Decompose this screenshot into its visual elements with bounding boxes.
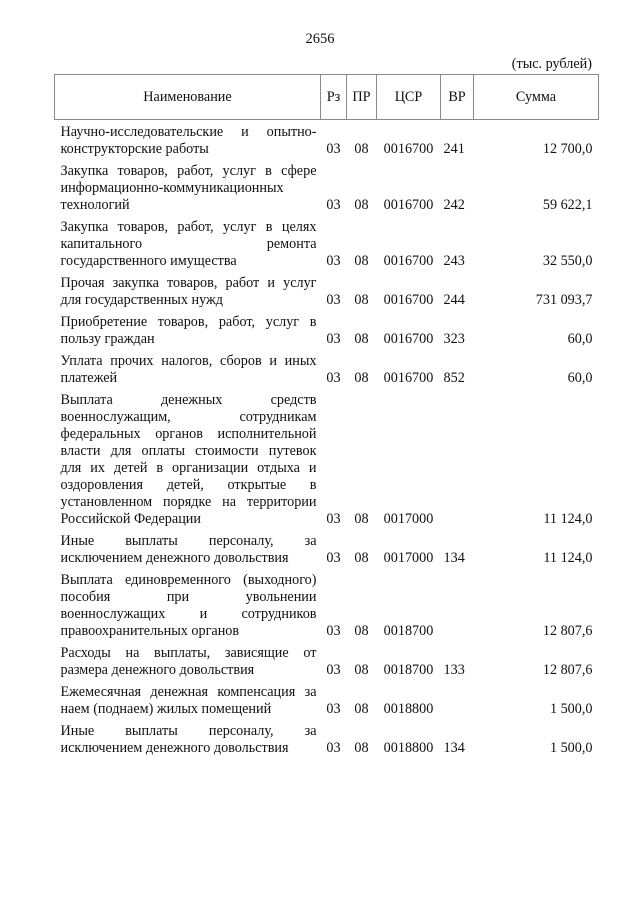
row-name-line: размера денежного довольствия: [60, 662, 255, 678]
row-sum: 12 807,6: [542, 623, 593, 639]
header-rz: Рз: [321, 75, 347, 120]
row-rz: 03: [326, 623, 341, 639]
row-sum: 1 500,0: [549, 701, 593, 717]
row-vr: 323: [443, 331, 465, 347]
table-row: [55, 392, 599, 533]
row-rz: 03: [326, 253, 341, 269]
row-name-line: Российской Федерации: [60, 511, 201, 527]
row-name-line: власти для оплаты стоимости путевок: [60, 443, 317, 459]
row-sum: 11 124,0: [543, 550, 593, 566]
row-name: [55, 723, 321, 762]
row-vr: [441, 572, 474, 645]
row-name: [55, 275, 321, 314]
row-pr: 08: [354, 550, 369, 566]
row-rz: 03: [326, 550, 341, 566]
row-csr: 0016700: [383, 141, 434, 157]
row-vr: 244: [443, 292, 465, 308]
row-csr: 0018800: [383, 740, 434, 756]
row-rz: 03: [326, 370, 341, 386]
row-vr: [441, 684, 474, 723]
units-label: (тыс. рублей): [511, 56, 592, 72]
row-name-line: конструкторские работы: [60, 141, 209, 157]
table-row: [55, 120, 599, 164]
header-csr: ЦСР: [377, 75, 441, 120]
row-name: [55, 353, 321, 392]
row-name: [55, 314, 321, 353]
row-name-line: наем (поднаем) жилых помещений: [60, 701, 272, 717]
row-name: [55, 219, 321, 275]
row-name-line: Закупка товаров, работ, услуг в целях: [60, 219, 317, 235]
row-name-line: правоохранительных органов: [60, 623, 240, 639]
row-csr: 0016700: [383, 370, 434, 386]
row-name-line: оздоровления детей, открытые в: [60, 477, 317, 493]
row-sum: 1 500,0: [549, 740, 593, 756]
row-vr: 241: [443, 141, 465, 157]
row-name-line: Закупка товаров, работ, услуг в сфере: [60, 163, 317, 179]
row-name-line: пособия при увольнении: [60, 589, 317, 605]
row-vr: 133: [443, 662, 465, 678]
row-vr: 134: [443, 550, 465, 566]
row-name-line: установленном порядке на территории: [60, 494, 317, 510]
row-name-line: исключением денежного довольствия: [60, 550, 289, 566]
row-name-line: платежей: [60, 370, 118, 386]
row-name: [55, 120, 321, 164]
row-sum: 60,0: [567, 331, 593, 347]
budget-table: [54, 74, 599, 762]
table-row: [55, 723, 599, 762]
table-row: [55, 572, 599, 645]
row-pr: 08: [354, 662, 369, 678]
table-row: [55, 275, 599, 314]
table-row: [55, 533, 599, 572]
row-name-line: Уплата прочих налогов, сборов и иных: [60, 353, 317, 369]
row-vr: 852: [443, 370, 465, 386]
row-pr: 08: [354, 197, 369, 213]
row-name-line: технологий: [60, 197, 130, 213]
header-vr: ВР: [441, 75, 474, 120]
table-row: [55, 163, 599, 219]
row-rz: 03: [326, 331, 341, 347]
row-pr: 08: [354, 292, 369, 308]
row-rz: 03: [326, 511, 341, 527]
row-csr: 0018800: [383, 701, 434, 717]
row-sum: 60,0: [567, 370, 593, 386]
row-vr: 242: [443, 197, 465, 213]
row-name-line: федеральных органов исполнительной: [60, 426, 317, 442]
row-pr: 08: [354, 511, 369, 527]
table-row: [55, 684, 599, 723]
row-name-line: военнослужащим, сотрудникам: [60, 409, 317, 425]
row-vr: [441, 392, 474, 533]
table-row: [55, 219, 599, 275]
row-name-line: информационно-коммуникационных: [60, 180, 284, 196]
row-pr: 08: [354, 331, 369, 347]
table-row: [55, 353, 599, 392]
row-name-line: Прочая закупка товаров, работ и услуг: [60, 275, 317, 291]
row-sum: 32 550,0: [542, 253, 593, 269]
row-csr: 0018700: [383, 662, 434, 678]
row-pr: 08: [354, 623, 369, 639]
header-pr: ПР: [347, 75, 377, 120]
row-name-line: Выплата единовременного (выходного): [60, 572, 317, 588]
table-row: [55, 645, 599, 684]
row-name: [55, 533, 321, 572]
row-rz: 03: [326, 292, 341, 308]
row-sum: 11 124,0: [543, 511, 593, 527]
row-name-line: пользу граждан: [60, 331, 155, 347]
row-name-line: Ежемесячная денежная компенсация за: [60, 684, 317, 700]
row-rz: 03: [326, 740, 341, 756]
row-name-line: Научно-исследовательские и опытно-: [60, 124, 317, 140]
row-pr: 08: [354, 370, 369, 386]
row-rz: 03: [326, 662, 341, 678]
row-name: [55, 163, 321, 219]
row-name-line: Иные выплаты персоналу, за: [60, 723, 317, 739]
page-number: 2656: [305, 31, 335, 47]
row-name-line: Иные выплаты персоналу, за: [60, 533, 317, 549]
row-name-line: Расходы на выплаты, зависящие от: [60, 645, 317, 661]
row-csr: 0016700: [383, 292, 434, 308]
header-sum: Сумма: [474, 75, 599, 120]
row-sum: 12 700,0: [542, 141, 593, 157]
row-csr: 0017000: [383, 550, 434, 566]
row-name-line: Приобретение товаров, работ, услуг в: [60, 314, 317, 330]
row-rz: 03: [326, 701, 341, 717]
row-name: [55, 392, 321, 533]
row-pr: 08: [354, 701, 369, 717]
row-name-line: для государственных нужд: [60, 292, 223, 308]
row-name-line: Выплата денежных средств: [60, 392, 317, 408]
row-pr: 08: [354, 740, 369, 756]
row-rz: 03: [326, 197, 341, 213]
row-csr: 0016700: [383, 253, 434, 269]
row-csr: 0016700: [383, 197, 434, 213]
row-pr: 08: [354, 253, 369, 269]
row-sum: 59 622,1: [542, 197, 593, 213]
row-name: [55, 572, 321, 645]
row-vr: 243: [443, 253, 465, 269]
row-name-line: государственного имущества: [60, 253, 237, 269]
table-row: [55, 314, 599, 353]
row-sum: 731 093,7: [535, 292, 593, 308]
row-name: [55, 684, 321, 723]
row-name-line: военнослужащих и сотрудников: [60, 606, 317, 622]
row-rz: 03: [326, 141, 341, 157]
row-name-line: для их детей в организации отдыха и: [60, 460, 317, 476]
row-csr: 0017000: [383, 511, 434, 527]
row-name-line: капитального ремонта: [60, 236, 317, 252]
row-pr: 08: [354, 141, 369, 157]
row-sum: 12 807,6: [542, 662, 593, 678]
table-header-row: [55, 75, 599, 120]
row-csr: 0016700: [383, 331, 434, 347]
row-vr: 134: [443, 740, 465, 756]
row-name-line: исключением денежного довольствия: [60, 740, 289, 756]
row-csr: 0018700: [383, 623, 434, 639]
header-name: Наименование: [55, 75, 321, 120]
row-name: [55, 645, 321, 684]
